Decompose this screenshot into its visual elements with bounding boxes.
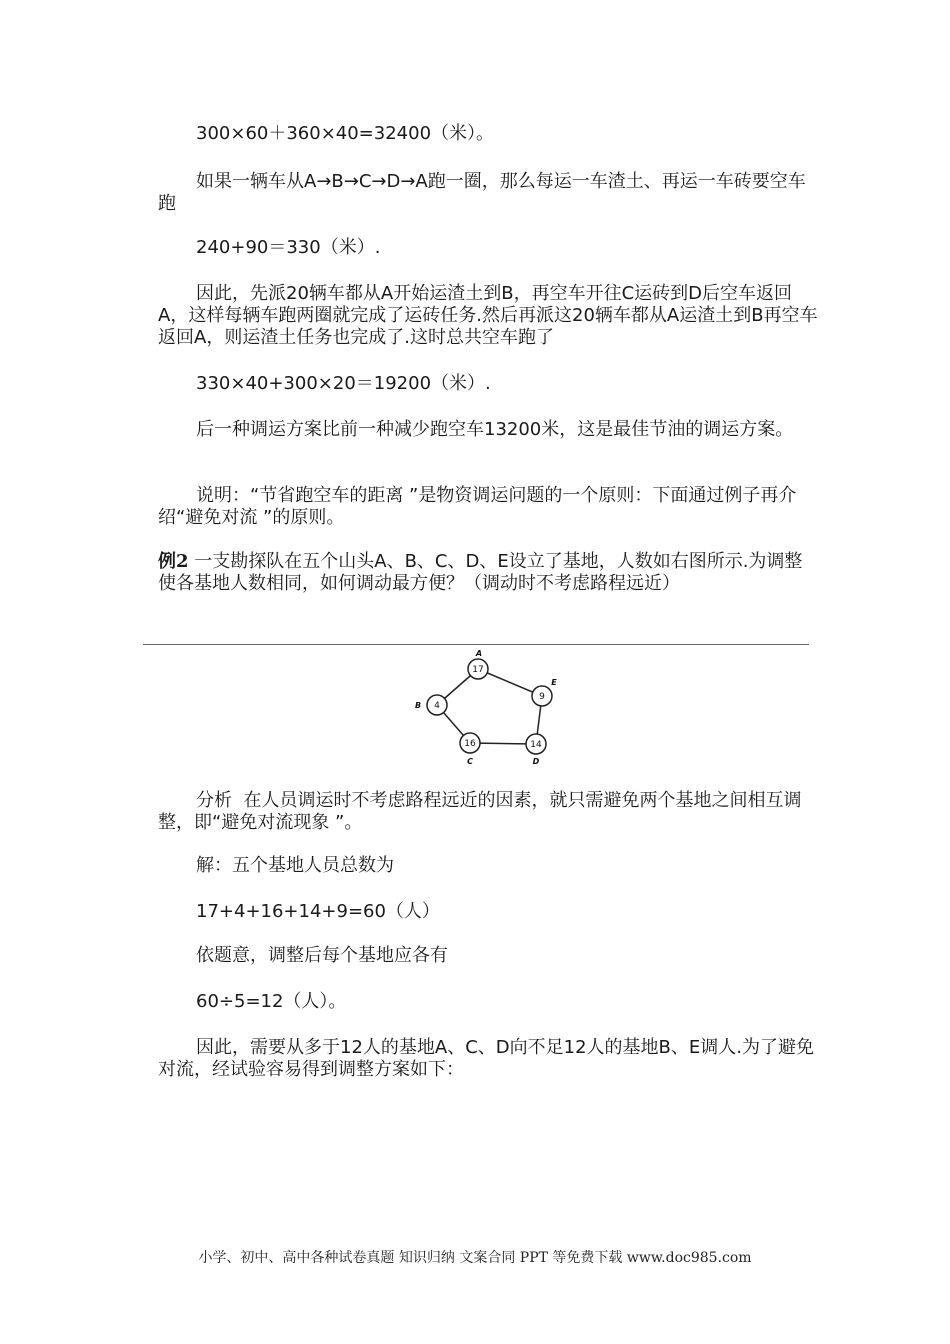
equation-line: 300×60＋360×40=32400（米）。 (196, 123, 495, 144)
node-d-value: 14 (530, 740, 542, 750)
page-footer: 小学、初中、高中各种试卷真题 知识归纳 文案合同 PPT 等免费下载 www.doc985.com (198, 1250, 752, 1266)
equation-line: 240+90＝330（米）. (196, 237, 381, 258)
node-e-label: E (551, 678, 557, 687)
base-network-diagram (405, 645, 575, 770)
node-b-value: 4 (434, 701, 440, 711)
solution-line: 依题意，调整后每个基地应各有 (196, 945, 448, 966)
equation-line: 330×40+300×20＝19200（米）. (196, 373, 491, 394)
paragraph: 说明：“节省跑空车的距离 ”是物资调运问题的一个原则：下面通过例子再介绍“避免对流 ”的原则。 (158, 485, 797, 528)
example-2 (158, 551, 818, 595)
paragraph: 后一种调运方案比前一种减少跑空车13200米，这是最佳节油的调运方案。 (196, 419, 794, 440)
node-a-label: A (475, 649, 483, 658)
node-c-value: 16 (464, 739, 476, 749)
node-b-label: B (414, 701, 422, 710)
node-e-value: 9 (539, 692, 545, 702)
node-c-label: C (467, 757, 473, 766)
example-label: 例2 (158, 551, 189, 572)
paragraph: 因此，先派20辆车都从A开始运渣土到B，再空车开往C运砖到D后空车返回A，这样每辆车跑两圈就完成了运砖任务.然后再派这20辆车都从A运渣土到B再空车返回A，则运渣土任务也完成了.这时总共空车跑了 (158, 283, 818, 348)
example-text: 一支勘探队在五个山头A、B、C、D、E设立了基地，人数如右图所示.为调整使各基地人数相同，如何调动最方便？（调动时不考虑路程远近） (158, 551, 803, 594)
analysis-paragraph: 分析 在人员调运时不考虑路程远近的因素，就只需避免两个基地之间相互调整，即“避免对流现象 ”。 (158, 790, 802, 833)
solution-paragraph: 因此，需要从多于12人的基地A、C、D向不足12人的基地B、E调人.为了避免对流，经试验容易得到调整方案如下： (158, 1037, 814, 1080)
equation-line: 17+4+16+14+9=60（人） (196, 901, 440, 922)
node-a-value: 17 (472, 665, 484, 675)
node-d-label: D (532, 757, 540, 766)
paragraph: 如果一辆车从A→B→C→D→A跑一圈，那么每运一车渣土、再运一车砖要空车跑 (158, 171, 806, 214)
solution-intro: 解：五个基地人员总数为 (196, 855, 394, 876)
equation-line: 60÷5=12（人）。 (196, 991, 347, 1012)
